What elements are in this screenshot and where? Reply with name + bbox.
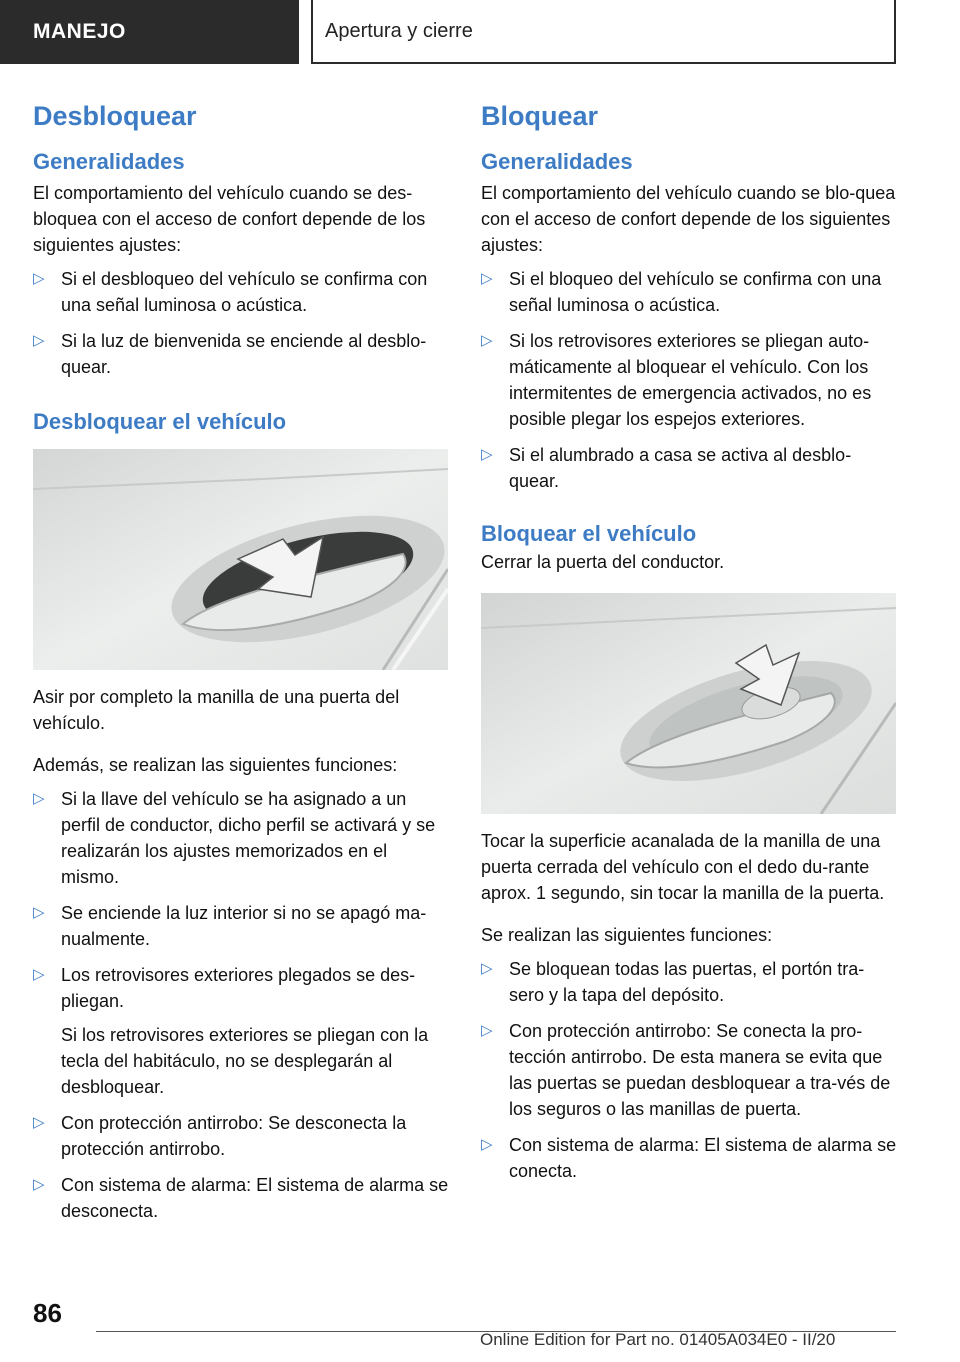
list-item: ▷ Con protección antirrobo: Se conecta la pro-tección antirrobo. De esta manera se evita que las puertas se puedan desbloquear a tra-vés de los seguros o las manillas de puerta. [481,1018,897,1122]
door-handle-touch-illustration [481,593,896,814]
list-item: ▷ Se enciende la luz interior si no se apagó ma-nualmente. [33,900,449,952]
list-item: ▷ Con sistema de alarma: El sistema de alarma se conecta. [481,1132,897,1184]
edition-note: Online Edition for Part no. 01405A034E0 - II/20 [480,1330,836,1349]
lock-general-list [481,266,897,494]
lock-instruction: Tocar la superficie acanalada de la manilla de una puerta cerrada del vehículo con el dedo du-rante aprox. 1 segundo, sin tocar la manilla de la puerta. [481,831,885,904]
triangle-right-icon: ▷ [33,1114,45,1132]
triangle-right-icon: ▷ [481,269,493,287]
unlock-functions-intro: Además, se realizan las siguientes funciones: [33,755,398,776]
triangle-right-icon: ▷ [33,904,45,922]
unlock-general-list [33,266,449,380]
unlock-general-heading: Generalidades [33,149,185,175]
lock-vehicle-heading: Bloquear el vehículo [481,520,697,546]
triangle-right-icon: ▷ [481,960,493,978]
list-item: ▷ Los retrovisores exteriores plegados se des-pliegan. Si los retrovisores exteriores se pliegan con la tecla del habitáculo, no se desplegarán al desbloquear. [33,962,449,1100]
triangle-right-icon: ▷ [33,1176,45,1194]
list-item: ▷ Se bloquean todas las puertas, el portón tra-sero y la tapa del depósito. [481,956,897,1008]
list-item: ▷ Si el bloqueo del vehículo se confirma con una señal luminosa o acústica. [481,266,897,318]
mirror-note: Si los retrovisores exteriores se pliegan con la tecla del habitáculo, no se desplegarán al desbloquear. [61,1025,429,1098]
list-item: ▷ Si la luz de bienvenida se enciende al desblo-quear. [33,328,449,380]
list-item: ▷ Si la llave del vehículo se ha asignado a un perfil de conductor, dicho perfil se activará y se realizarán los ajustes memorizados en el mismo. [33,786,449,890]
list-item: ▷ Si el alumbrado a casa se activa al desblo-quear. [481,442,897,494]
chapter-title: Apertura y cierre [325,19,473,42]
unlock-vehicle-heading: Desbloquear el vehículo [33,408,287,434]
left-column [33,100,449,1234]
lock-intro: Cerrar la puerta del conductor. [481,552,725,573]
unlock-functions-list [33,786,449,1224]
triangle-right-icon: ▷ [481,1022,493,1040]
triangle-right-icon: ▷ [481,445,493,463]
triangle-right-icon: ▷ [33,331,45,349]
triangle-right-icon: ▷ [33,966,45,984]
door-handle-grip-illustration [33,449,448,670]
lock-title: Bloquear [481,101,599,131]
list-item: ▷ Con sistema de alarma: El sistema de alarma se desconecta. [33,1172,449,1224]
unlock-instruction: Asir por completo la manilla de una puerta del vehículo. [33,687,400,734]
list-item: ▷ Si el desbloqueo del vehículo se confirma con una señal luminosa o acústica. [33,266,449,318]
chapter-tab [311,0,896,64]
lock-general-intro: El comportamiento del vehículo cuando se blo-quea con el acceso de confort depende de los siguientes ajustes: [481,182,896,255]
lock-functions-intro: Se realizan las siguientes funciones: [481,925,773,946]
lock-general-heading: Generalidades [481,149,633,175]
unlock-title: Desbloquear [33,101,197,131]
section-tab [0,0,299,64]
section-title: MANEJO [33,20,126,43]
triangle-right-icon: ▷ [481,331,493,349]
triangle-right-icon: ▷ [33,269,45,287]
page-number: 86 [33,1298,62,1328]
list-item: ▷ Si los retrovisores exteriores se pliegan auto-máticamente al bloquear el vehículo. Con los intermitentes de emergencia activados, no es posible plegar los espejos exteriores. [481,328,897,432]
right-column [481,100,897,1194]
triangle-right-icon: ▷ [33,790,45,808]
triangle-right-icon: ▷ [481,1136,493,1154]
lock-functions-list [481,956,897,1184]
unlock-general-intro: El comportamiento del vehículo cuando se des-bloquea con el acceso de confort depende de los siguientes ajustes: [33,182,426,255]
list-item: ▷ Con protección antirrobo: Se desconecta la protección antirrobo. [33,1110,449,1162]
